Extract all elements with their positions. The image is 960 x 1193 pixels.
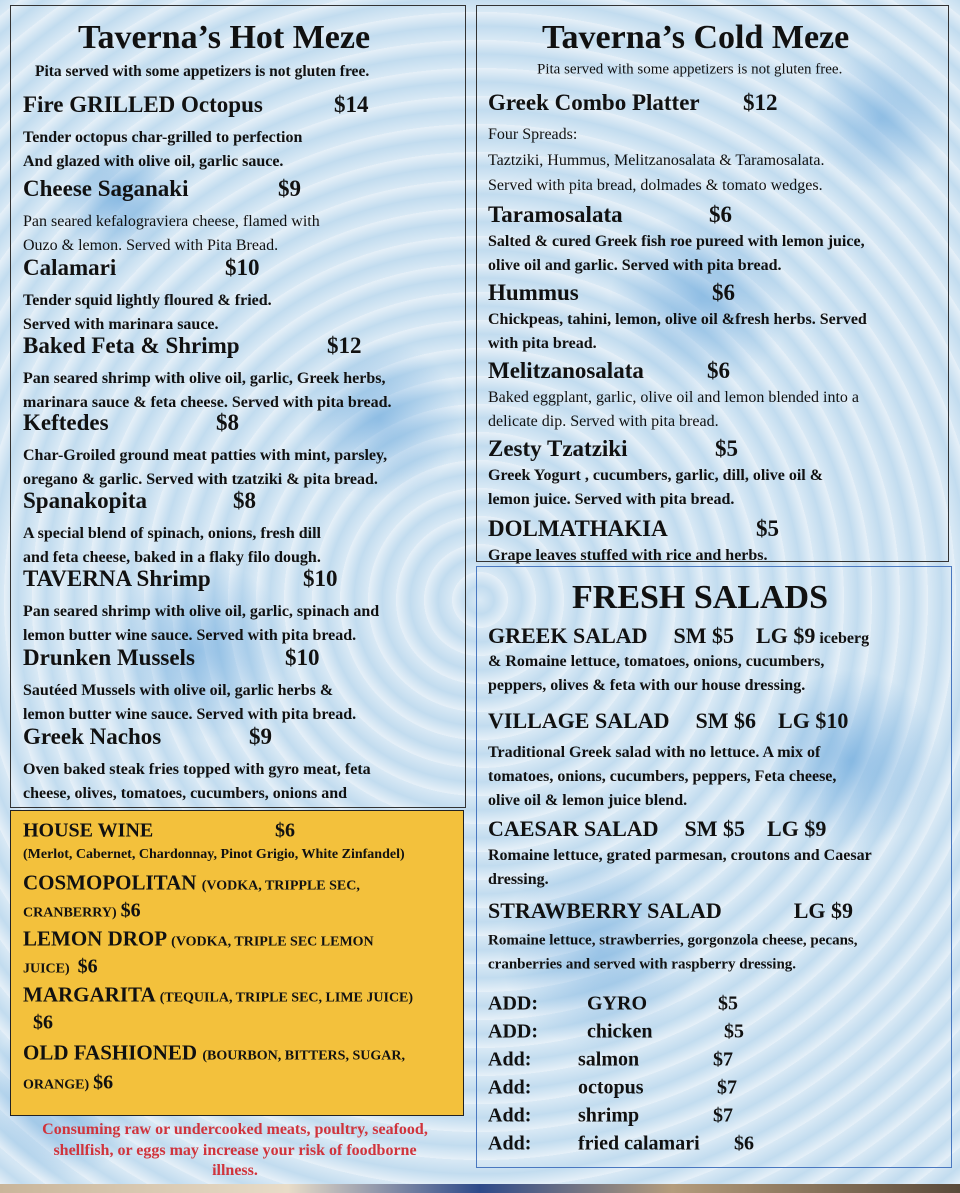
cosmopolitan-price: $6 bbox=[120, 899, 141, 922]
cold-item-description: lemon juice. Served with pita bread. bbox=[488, 490, 735, 508]
addon-item: chicken bbox=[587, 1020, 653, 1043]
hot-item-description: marinara sauce & feta cheese. Served with pita bread. bbox=[23, 393, 392, 411]
margarita-name: MARGARITA bbox=[23, 982, 155, 1007]
salad-description: peppers, olives & feta with our house dressing. bbox=[488, 677, 806, 694]
hot-item-price: $10 bbox=[225, 255, 260, 280]
hot-meze-title: Taverna’s Hot Meze bbox=[78, 19, 371, 56]
hot-item-name: Baked Feta & Shrimp bbox=[23, 333, 240, 358]
cosmopolitan bbox=[23, 871, 360, 896]
cold-item-price: $6 bbox=[712, 280, 735, 305]
margarita-ingredients: (TEQUILA, TRIPLE SEC, LIME JUICE) bbox=[159, 990, 414, 1006]
cosmopolitan-line2 bbox=[23, 900, 141, 923]
salad-small-price: SM $5 bbox=[673, 623, 735, 648]
house-wine-varieties: (Merlot, Cabernet, Chardonnay, Pinot Grigio, White Zinfandel) bbox=[23, 847, 405, 862]
salad-name bbox=[488, 898, 853, 924]
hot-item-description: Tender squid lightly floured & fried. bbox=[23, 292, 272, 309]
cold-item-description: delicate dip. Served with pita bread. bbox=[488, 412, 719, 430]
lemon-drop bbox=[23, 927, 374, 952]
addon-price: $5 bbox=[718, 992, 738, 1015]
addon-label: Add: bbox=[488, 1132, 532, 1155]
addon-label: ADD: bbox=[488, 992, 538, 1015]
cold-item-name: Hummus bbox=[488, 280, 579, 305]
hot-item-description: Pan seared shrimp with olive oil, garlic, Greek herbs, bbox=[23, 370, 386, 387]
old-fashioned-line2 bbox=[23, 1072, 113, 1095]
salad-note: iceberg bbox=[819, 630, 870, 647]
food-photo-strip bbox=[0, 1184, 960, 1193]
salad-small-price: SM $6 bbox=[695, 708, 757, 733]
hot-item-description: Sautéed Mussels with olive oil, garlic herbs & bbox=[23, 682, 334, 699]
hot-item-description: Char-Groiled ground meat patties with mint, parsley, bbox=[23, 447, 388, 464]
cold-item-name: Zesty Tzatziki bbox=[488, 436, 628, 461]
cold-item-price: $5 bbox=[715, 436, 738, 461]
hot-item-name: Spanakopita bbox=[23, 488, 148, 513]
cold-item-name: Taramosalata bbox=[488, 202, 623, 227]
cold-item-name: DOLMATHAKIA bbox=[488, 516, 668, 541]
salad-description: Romaine lettuce, strawberries, gorgonzola cheese, pecans, bbox=[488, 932, 858, 949]
hot-item-description: Pan seared kefalograviera cheese, flamed with bbox=[23, 213, 320, 230]
old-fashioned-ingredients-2: ORANGE) bbox=[23, 1077, 90, 1093]
salad-name-text: GREEK SALAD bbox=[488, 623, 648, 648]
old-fashioned-price: $6 bbox=[93, 1071, 114, 1094]
salad-description: & Romaine lettuce, tomatoes, onions, cucumbers, bbox=[488, 653, 825, 670]
addon-item: fried calamari bbox=[578, 1132, 700, 1155]
hot-meze-note: Pita served with some appetizers is not gluten free. bbox=[35, 63, 370, 80]
addon-item: GYRO bbox=[587, 992, 647, 1015]
hot-item-description: Tender octopus char-grilled to perfection bbox=[23, 129, 303, 146]
salad-large-price: LG $10 bbox=[778, 708, 849, 733]
salad-large-price: LG $9 bbox=[793, 898, 854, 923]
old-fashioned bbox=[23, 1041, 405, 1066]
hot-item-price: $14 bbox=[334, 92, 369, 117]
addon-item: octopus bbox=[578, 1076, 644, 1099]
drinks-section bbox=[10, 810, 464, 1116]
salad-name-text: VILLAGE SALAD bbox=[488, 708, 670, 733]
cold-item-name: Greek Combo Platter bbox=[488, 90, 700, 115]
addon-price: $7 bbox=[717, 1076, 737, 1099]
salad-name bbox=[488, 708, 848, 734]
hot-item-description: lemon butter wine sauce. Served with pita bread. bbox=[23, 626, 357, 644]
hot-item-description: and feta cheese, baked in a flaky filo dough. bbox=[23, 548, 321, 566]
cold-meze-title: Taverna’s Cold Meze bbox=[542, 19, 850, 56]
lemon-drop-line2 bbox=[23, 956, 98, 979]
cold-item-price: $6 bbox=[707, 358, 730, 383]
hot-meze-section bbox=[10, 5, 466, 808]
hot-item-name: Cheese Saganaki bbox=[23, 176, 189, 201]
hot-item-description: Oven baked steak fries topped with gyro meat, feta bbox=[23, 761, 371, 778]
salad-large-price: LG $9 bbox=[756, 623, 816, 648]
lemon-drop-ingredients: (VODKA, TRIPLE SEC LEMON bbox=[171, 934, 374, 950]
hot-item-description: lemon butter wine sauce. Served with pita bread. bbox=[23, 705, 357, 723]
salad-description: tomatoes, onions, cucumbers, peppers, Feta cheese, bbox=[488, 768, 837, 785]
cold-item-description: Grape leaves stuffed with rice and herbs. bbox=[488, 547, 768, 564]
addon-price: $7 bbox=[713, 1104, 733, 1127]
hot-item-name: Calamari bbox=[23, 255, 117, 280]
hot-item-price: $10 bbox=[303, 566, 338, 591]
hot-item-price: $10 bbox=[285, 645, 320, 670]
cold-item-price: $12 bbox=[743, 90, 778, 115]
cosmopolitan-ingredients: (VODKA, TRIPPLE SEC, bbox=[201, 878, 360, 894]
cold-item-description: Baked eggplant, garlic, olive oil and lemon blended into a bbox=[488, 389, 860, 406]
hot-item-description: oregano & garlic. Served with tzatziki & pita bread. bbox=[23, 470, 378, 488]
cold-item-price: $5 bbox=[756, 516, 779, 541]
hot-item-description: cheese, olives, tomatoes, cucumbers, onions and bbox=[23, 784, 347, 802]
cold-item-description: Four Spreads: bbox=[488, 126, 578, 143]
salad-description: Romaine lettuce, grated parmesan, croutons and Caesar bbox=[488, 847, 872, 864]
hot-item-name: TAVERNA Shrimp bbox=[23, 566, 211, 591]
cold-meze-note: Pita served with some appetizers is not gluten free. bbox=[537, 61, 843, 78]
hot-item-price: $9 bbox=[278, 176, 301, 201]
cold-item-description: Salted & cured Greek fish roe pureed with lemon juice, bbox=[488, 233, 865, 250]
addon-item: salmon bbox=[578, 1048, 640, 1071]
hot-item-description: Ouzo & lemon. Served with Pita Bread. bbox=[23, 236, 279, 254]
lemon-drop-name: LEMON DROP bbox=[23, 926, 166, 951]
cold-item-description: Taztziki, Hummus, Melitzanosalata & Taramosalata. bbox=[488, 151, 825, 169]
fresh-salads-section bbox=[476, 566, 952, 1168]
salad-description: olive oil & lemon juice blend. bbox=[488, 792, 688, 809]
margarita-price: $6 bbox=[33, 1011, 53, 1034]
addon-price: $7 bbox=[713, 1048, 733, 1071]
addon-price: $6 bbox=[734, 1132, 754, 1155]
cold-item-description: Chickpeas, tahini, lemon, olive oil &fresh herbs. Served bbox=[488, 311, 867, 328]
cosmopolitan-ingredients-2: CRANBERRY) bbox=[23, 905, 117, 921]
food-warning-line2: shellfish, or eggs may increase your risk of foodborne bbox=[53, 1142, 417, 1159]
house-wine-price: $6 bbox=[275, 819, 295, 842]
salad-name bbox=[488, 816, 826, 842]
hot-item-price: $9 bbox=[249, 724, 272, 749]
hot-item-description: And glazed with olive oil, garlic sauce. bbox=[23, 152, 284, 170]
hot-item-name: Drunken Mussels bbox=[23, 645, 195, 670]
addon-label: ADD: bbox=[488, 1020, 538, 1043]
hot-item-name: Greek Nachos bbox=[23, 724, 162, 749]
salads-title: FRESH SALADS bbox=[572, 579, 829, 616]
addon-label: Add: bbox=[488, 1104, 532, 1127]
house-wine bbox=[23, 820, 153, 843]
cold-item-description: Served with pita bread, dolmades & tomato wedges. bbox=[488, 177, 823, 194]
salad-name bbox=[488, 623, 869, 649]
hot-item-price: $8 bbox=[216, 410, 239, 435]
hot-item-description: Pan seared shrimp with olive oil, garlic, spinach and bbox=[23, 603, 380, 620]
addon-price: $5 bbox=[724, 1020, 744, 1043]
old-fashioned-name: OLD FASHIONED bbox=[23, 1040, 198, 1065]
cold-item-price: $6 bbox=[709, 202, 732, 227]
addon-label: Add: bbox=[488, 1076, 532, 1099]
salad-small-price: SM $5 bbox=[684, 816, 746, 841]
hot-item-price: $8 bbox=[233, 488, 256, 513]
margarita bbox=[23, 983, 413, 1008]
cold-meze-section bbox=[476, 5, 949, 562]
lemon-drop-ingredients-2: JUICE) bbox=[23, 961, 70, 977]
cold-item-description: olive oil and garlic. Served with pita bread. bbox=[488, 256, 782, 274]
salad-large-price: LG $9 bbox=[767, 816, 827, 841]
food-warning-line3: illness. bbox=[212, 1162, 258, 1179]
hot-item-name: Keftedes bbox=[23, 410, 109, 435]
cold-item-name: Melitzanosalata bbox=[488, 358, 644, 383]
food-warning-line1: Consuming raw or undercooked meats, poultry, seafood, bbox=[42, 1121, 428, 1138]
cosmopolitan-name: COSMOPOLITAN bbox=[23, 870, 197, 895]
addon-label: Add: bbox=[488, 1048, 532, 1071]
salad-name-text: CAESAR SALAD bbox=[488, 816, 659, 841]
addon-item: shrimp bbox=[578, 1104, 640, 1127]
hot-item-description: Served with marinara sauce. bbox=[23, 315, 219, 333]
hot-item-price: $12 bbox=[327, 333, 362, 358]
lemon-drop-price: $6 bbox=[77, 955, 98, 978]
salad-description: dressing. bbox=[488, 871, 549, 888]
cold-item-description: with pita bread. bbox=[488, 334, 597, 352]
salad-description: Traditional Greek salad with no lettuce. A mix of bbox=[488, 744, 821, 761]
old-fashioned-ingredients: (BOURBON, BITTERS, SUGAR, bbox=[202, 1048, 405, 1064]
hot-item-name: Fire GRILLED Octopus bbox=[23, 92, 263, 117]
hot-item-description: A special blend of spinach, onions, fresh dill bbox=[23, 525, 321, 542]
cold-item-description: Greek Yogurt , cucumbers, garlic, dill, olive oil & bbox=[488, 467, 824, 484]
house-wine-name: HOUSE WINE bbox=[23, 819, 154, 842]
salad-name-text: STRAWBERRY SALAD bbox=[488, 898, 722, 923]
salad-description: cranberries and served with raspberry dressing. bbox=[488, 956, 797, 973]
